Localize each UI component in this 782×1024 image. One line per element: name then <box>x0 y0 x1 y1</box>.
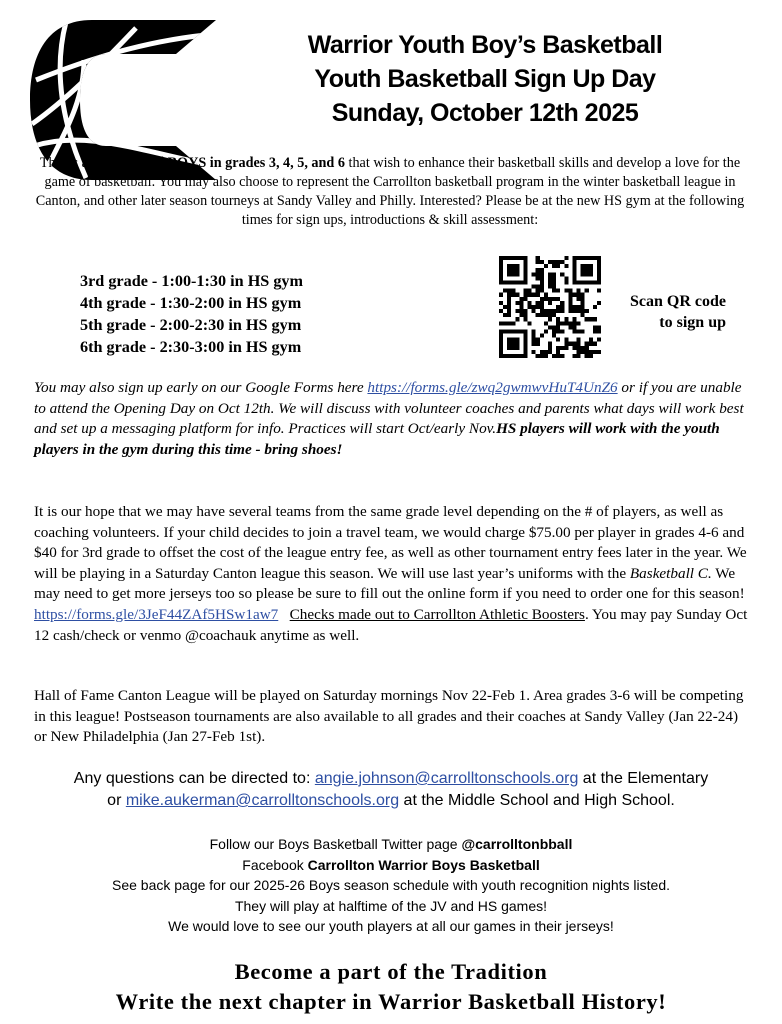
elementary-email-link[interactable]: angie.johnson@carrolltonschools.org <box>314 770 579 787</box>
schedule-item: 5th grade - 2:00-2:30 in HS gym <box>80 316 302 334</box>
contact-section <box>20 768 762 812</box>
hope-italic: Basketball C. <box>629 564 712 582</box>
teams-paragraph <box>34 502 750 646</box>
halftime-note: They will play at halftime of the JV and HS games! <box>234 897 548 914</box>
early-bold: HS players will work with the youth players in the gym during this time - bring shoes! <box>34 420 720 458</box>
google-form-link[interactable]: https://forms.gle/zwq2gwmwvHuT4UnZ6 <box>367 379 618 396</box>
checks-payable: Checks made out to Carrollton Athletic Boosters <box>289 605 585 623</box>
social-section <box>20 834 762 937</box>
hope-text-c: . You may pay Sunday Oct 12 cash/check or venmo @coachauk anytime as well. <box>34 605 748 644</box>
flyer-title <box>240 28 730 130</box>
hope-text-b: We may need to get more jerseys too so please be sure to fill out the online form if you need to order one for this season! <box>34 564 745 603</box>
early-text-b: or if you are unable to attend the Opening Day on Oct 12th. We will discuss with volunteer coaches and parents what days will work best and set up a messaging platform for info. Practices will start Oct/early Nov. <box>34 379 744 437</box>
intro-bold: all BOYS in grades 3, 4, 5, and 6 <box>149 155 345 171</box>
twitter-handle: @carrolltonbball <box>461 836 573 852</box>
qr-code-icon[interactable] <box>499 256 601 358</box>
jersey-form-link[interactable]: https://forms.gle/3JeF44ZAf5HSw1aw7 <box>34 605 279 623</box>
slogan-line-2: Write the next chapter in Warrior Basketball History! <box>115 989 667 1014</box>
twitter-text: Follow our Boys Basketball Twitter page <box>209 836 462 852</box>
league-paragraph: Hall of Fame Canton League will be played on Saturday mornings Nov 22-Feb 1. Area grades 3-6 will be competing in this league! Postseason tournaments are also available to all grades and their coaches at Sandy Valley (Jan 22-24) or New Philadelphia (Jan 27-Feb 1st). <box>34 687 744 746</box>
scan-line-2: to sign up <box>659 314 726 331</box>
questions-text-c: or <box>107 792 126 809</box>
intro-paragraph <box>28 154 752 230</box>
slogan-line-1: Become a part of the Tradition <box>234 959 548 984</box>
schedule-item: 4th grade - 1:30-2:00 in HS gym <box>80 294 302 312</box>
title-line-2: Youth Basketball Sign Up Day <box>314 65 656 93</box>
questions-text-a: Any questions can be directed to: <box>73 770 315 787</box>
hs-email-link[interactable]: mike.aukerman@carrolltonschools.org <box>125 792 400 809</box>
hope-text-a: It is our hope that we may have several teams from the same grade level depending on the # of players, as well as coaching volunteers. If your child decides to join a travel team, we would charge $75.00 per player in grades 4-6 and $40 for 3rd grade to offset the cost of the league entry fee, as well as other tournament entry fees later in the year. We will be playing in a Saturday Canton league this season. We will use last year’s uniforms with the <box>34 503 747 582</box>
facebook-name: Carrollton Warrior Boys Basketball <box>307 856 540 873</box>
schedule-note: See back page for our 2025-26 Boys season schedule with youth recognition nights listed. <box>111 877 671 893</box>
scan-qr-label <box>606 291 726 333</box>
early-text-a: You may also sign up early on our Google Forms here <box>34 379 368 396</box>
schedule-item: 6th grade - 2:30-3:00 in HS gym <box>80 338 302 356</box>
early-signup-paragraph <box>34 378 750 460</box>
intro-text-b: that wish to enhance their basketball skills and develop a love for the game of basketball. You may also choose to represent the Carrollton basketball program in the winter basketball league in Canton, and other later season tourneys at Sandy Valley and Philly. Interested? Please be at the new HS gym at the following times for sign ups, introductions & skill assessment: <box>35 155 745 228</box>
scan-line-1: Scan QR code <box>630 293 726 310</box>
jersey-note: We would love to see our youth players at all our games in their jerseys! <box>168 918 614 934</box>
facebook-text: Facebook <box>242 856 308 873</box>
questions-text-d: at the Middle School and High School. <box>399 792 675 809</box>
closing-slogan <box>0 957 782 1017</box>
schedule-item: 3rd grade - 1:00-1:30 in HS gym <box>80 272 304 290</box>
questions-text-b: at the Elementary <box>578 770 709 787</box>
title-line-3: Sunday, October 12th 2025 <box>331 99 639 127</box>
signup-schedule <box>80 270 303 358</box>
intro-text-a: This is an invite to <box>39 155 150 171</box>
title-line-1: Warrior Youth Boy’s Basketball <box>307 31 663 59</box>
